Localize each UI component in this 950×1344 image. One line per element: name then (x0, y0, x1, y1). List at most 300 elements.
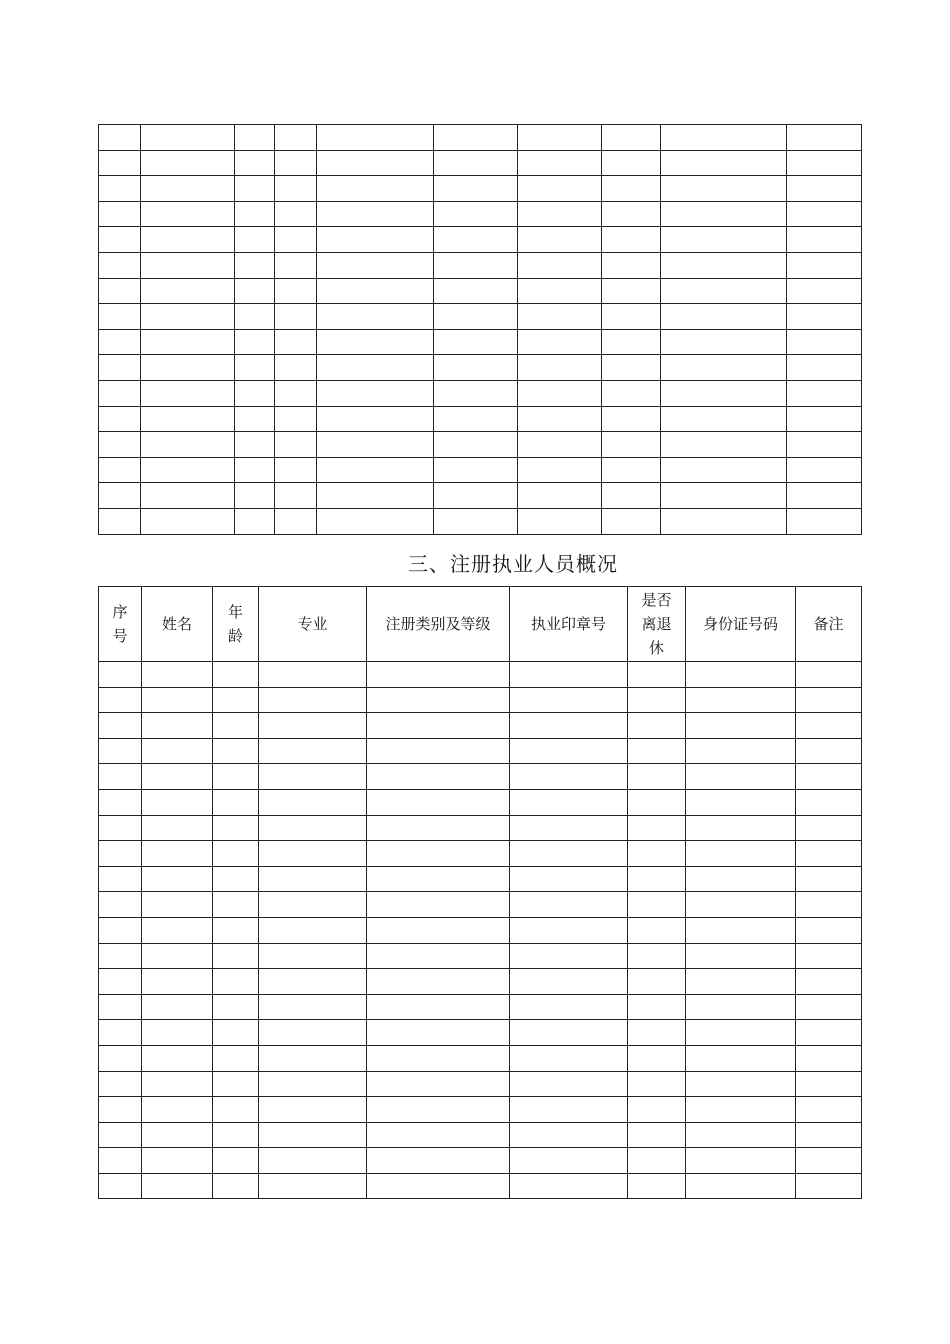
table-cell[interactable] (317, 304, 434, 330)
table-cell[interactable] (518, 355, 602, 381)
table-cell[interactable] (510, 789, 628, 815)
table-cell[interactable] (213, 1173, 259, 1199)
table-cell[interactable] (796, 815, 862, 841)
table-cell[interactable] (661, 278, 787, 304)
table-cell[interactable] (317, 252, 434, 278)
table-cell[interactable] (317, 508, 434, 534)
table-cell[interactable] (141, 176, 235, 202)
table-cell[interactable] (602, 355, 661, 381)
table-cell[interactable] (510, 866, 628, 892)
table-cell[interactable] (275, 278, 317, 304)
table-cell[interactable] (142, 841, 213, 867)
table-cell[interactable] (602, 457, 661, 483)
table-cell[interactable] (510, 662, 628, 688)
table-cell[interactable] (259, 1148, 367, 1174)
table-cell[interactable] (602, 252, 661, 278)
table-cell[interactable] (259, 662, 367, 688)
table-cell[interactable] (259, 969, 367, 995)
table-cell[interactable] (628, 943, 686, 969)
table-cell[interactable] (235, 329, 275, 355)
table-cell[interactable] (367, 969, 510, 995)
table-cell[interactable] (787, 227, 862, 253)
table-cell[interactable] (317, 201, 434, 227)
table-cell[interactable] (686, 687, 796, 713)
table-cell[interactable] (518, 176, 602, 202)
table-cell[interactable] (142, 1097, 213, 1123)
table-cell[interactable] (142, 789, 213, 815)
table-cell[interactable] (99, 304, 141, 330)
table-cell[interactable] (628, 815, 686, 841)
table-cell[interactable] (602, 176, 661, 202)
table-cell[interactable] (213, 892, 259, 918)
table-cell[interactable] (142, 687, 213, 713)
table-cell[interactable] (628, 1045, 686, 1071)
table-cell[interactable] (602, 150, 661, 176)
table-cell[interactable] (518, 483, 602, 509)
table-cell[interactable] (99, 841, 142, 867)
table-cell[interactable] (787, 355, 862, 381)
table-cell[interactable] (661, 150, 787, 176)
table-cell[interactable] (142, 764, 213, 790)
table-cell[interactable] (99, 687, 142, 713)
table-cell[interactable] (787, 457, 862, 483)
table-cell[interactable] (686, 1148, 796, 1174)
table-cell[interactable] (686, 713, 796, 739)
table-cell[interactable] (367, 1071, 510, 1097)
table-cell[interactable] (99, 969, 142, 995)
table-cell[interactable] (259, 1097, 367, 1123)
table-cell[interactable] (628, 662, 686, 688)
table-cell[interactable] (510, 1045, 628, 1071)
table-cell[interactable] (796, 866, 862, 892)
table-cell[interactable] (235, 355, 275, 381)
table-cell[interactable] (434, 329, 518, 355)
table-cell[interactable] (434, 227, 518, 253)
table-cell[interactable] (787, 252, 862, 278)
table-cell[interactable] (142, 969, 213, 995)
table-cell[interactable] (367, 1173, 510, 1199)
table-cell[interactable] (367, 943, 510, 969)
table-cell[interactable] (259, 841, 367, 867)
table-cell[interactable] (787, 406, 862, 432)
table-cell[interactable] (367, 917, 510, 943)
table-cell[interactable] (628, 917, 686, 943)
table-cell[interactable] (99, 815, 142, 841)
table-cell[interactable] (661, 125, 787, 151)
table-cell[interactable] (510, 892, 628, 918)
table-cell[interactable] (518, 278, 602, 304)
table-cell[interactable] (213, 662, 259, 688)
table-cell[interactable] (434, 176, 518, 202)
table-cell[interactable] (259, 943, 367, 969)
table-cell[interactable] (213, 994, 259, 1020)
table-cell[interactable] (787, 380, 862, 406)
table-cell[interactable] (275, 355, 317, 381)
table-cell[interactable] (259, 687, 367, 713)
table-cell[interactable] (142, 662, 213, 688)
table-cell[interactable] (602, 329, 661, 355)
table-cell[interactable] (367, 1122, 510, 1148)
table-cell[interactable] (796, 841, 862, 867)
table-cell[interactable] (99, 917, 142, 943)
table-cell[interactable] (275, 252, 317, 278)
table-cell[interactable] (796, 789, 862, 815)
table-cell[interactable] (686, 1122, 796, 1148)
table-cell[interactable] (518, 304, 602, 330)
table-cell[interactable] (141, 355, 235, 381)
table-cell[interactable] (141, 406, 235, 432)
table-cell[interactable] (142, 713, 213, 739)
table-cell[interactable] (518, 380, 602, 406)
table-cell[interactable] (275, 227, 317, 253)
table-cell[interactable] (661, 201, 787, 227)
table-cell[interactable] (99, 866, 142, 892)
table-cell[interactable] (434, 406, 518, 432)
table-cell[interactable] (235, 406, 275, 432)
table-cell[interactable] (602, 227, 661, 253)
table-cell[interactable] (275, 125, 317, 151)
table-cell[interactable] (235, 150, 275, 176)
table-cell[interactable] (99, 150, 141, 176)
table-cell[interactable] (661, 380, 787, 406)
table-cell[interactable] (99, 1097, 142, 1123)
table-cell[interactable] (518, 329, 602, 355)
table-cell[interactable] (367, 1045, 510, 1071)
table-cell[interactable] (142, 866, 213, 892)
table-cell[interactable] (796, 1097, 862, 1123)
table-cell[interactable] (259, 1122, 367, 1148)
table-cell[interactable] (518, 201, 602, 227)
table-cell[interactable] (275, 380, 317, 406)
table-cell[interactable] (99, 125, 141, 151)
table-cell[interactable] (259, 1020, 367, 1046)
table-cell[interactable] (628, 1071, 686, 1097)
table-cell[interactable] (628, 1148, 686, 1174)
table-cell[interactable] (628, 1122, 686, 1148)
table-cell[interactable] (259, 1071, 367, 1097)
table-cell[interactable] (259, 917, 367, 943)
table-cell[interactable] (213, 815, 259, 841)
table-cell[interactable] (259, 738, 367, 764)
table-cell[interactable] (628, 687, 686, 713)
table-cell[interactable] (367, 994, 510, 1020)
table-cell[interactable] (686, 662, 796, 688)
table-cell[interactable] (686, 994, 796, 1020)
table-cell[interactable] (235, 227, 275, 253)
table-cell[interactable] (213, 866, 259, 892)
table-cell[interactable] (787, 483, 862, 509)
table-cell[interactable] (259, 764, 367, 790)
table-cell[interactable] (275, 432, 317, 458)
table-cell[interactable] (99, 1122, 142, 1148)
table-cell[interactable] (99, 943, 142, 969)
table-cell[interactable] (796, 1045, 862, 1071)
table-cell[interactable] (235, 278, 275, 304)
table-cell[interactable] (628, 1020, 686, 1046)
table-cell[interactable] (686, 1020, 796, 1046)
table-cell[interactable] (317, 329, 434, 355)
table-cell[interactable] (235, 201, 275, 227)
table-cell[interactable] (628, 994, 686, 1020)
table-cell[interactable] (796, 1148, 862, 1174)
table-cell[interactable] (434, 355, 518, 381)
table-cell[interactable] (686, 815, 796, 841)
table-cell[interactable] (628, 764, 686, 790)
table-cell[interactable] (787, 201, 862, 227)
table-cell[interactable] (141, 508, 235, 534)
table-cell[interactable] (510, 1122, 628, 1148)
table-cell[interactable] (259, 994, 367, 1020)
table-cell[interactable] (141, 150, 235, 176)
table-cell[interactable] (275, 176, 317, 202)
table-cell[interactable] (796, 994, 862, 1020)
table-cell[interactable] (99, 329, 141, 355)
table-cell[interactable] (796, 1020, 862, 1046)
table-cell[interactable] (367, 1097, 510, 1123)
table-cell[interactable] (628, 738, 686, 764)
table-cell[interactable] (141, 380, 235, 406)
table-cell[interactable] (686, 841, 796, 867)
table-cell[interactable] (367, 687, 510, 713)
table-cell[interactable] (686, 789, 796, 815)
table-cell[interactable] (686, 892, 796, 918)
table-cell[interactable] (275, 304, 317, 330)
table-cell[interactable] (275, 508, 317, 534)
table-cell[interactable] (235, 457, 275, 483)
table-cell[interactable] (367, 1148, 510, 1174)
table-cell[interactable] (99, 1045, 142, 1071)
table-cell[interactable] (142, 1020, 213, 1046)
table-cell[interactable] (99, 483, 141, 509)
table-cell[interactable] (518, 432, 602, 458)
table-cell[interactable] (99, 1173, 142, 1199)
table-cell[interactable] (602, 380, 661, 406)
table-cell[interactable] (141, 457, 235, 483)
table-cell[interactable] (434, 304, 518, 330)
table-cell[interactable] (235, 380, 275, 406)
table-cell[interactable] (235, 508, 275, 534)
table-cell[interactable] (796, 1122, 862, 1148)
table-cell[interactable] (434, 125, 518, 151)
table-cell[interactable] (317, 125, 434, 151)
table-cell[interactable] (99, 227, 141, 253)
table-cell[interactable] (510, 917, 628, 943)
table-cell[interactable] (141, 432, 235, 458)
table-cell[interactable] (99, 738, 142, 764)
table-cell[interactable] (367, 892, 510, 918)
table-cell[interactable] (661, 252, 787, 278)
table-cell[interactable] (518, 457, 602, 483)
table-cell[interactable] (259, 815, 367, 841)
table-cell[interactable] (686, 1173, 796, 1199)
table-cell[interactable] (99, 662, 142, 688)
table-cell[interactable] (99, 1020, 142, 1046)
table-cell[interactable] (367, 713, 510, 739)
table-cell[interactable] (142, 917, 213, 943)
table-cell[interactable] (661, 432, 787, 458)
table-cell[interactable] (275, 406, 317, 432)
table-cell[interactable] (142, 815, 213, 841)
table-cell[interactable] (142, 1122, 213, 1148)
table-cell[interactable] (275, 457, 317, 483)
table-cell[interactable] (602, 508, 661, 534)
table-cell[interactable] (213, 764, 259, 790)
table-cell[interactable] (317, 380, 434, 406)
table-cell[interactable] (213, 969, 259, 995)
table-cell[interactable] (686, 917, 796, 943)
table-cell[interactable] (99, 764, 142, 790)
table-cell[interactable] (434, 201, 518, 227)
table-cell[interactable] (510, 713, 628, 739)
table-cell[interactable] (142, 1173, 213, 1199)
table-cell[interactable] (317, 150, 434, 176)
table-cell[interactable] (235, 432, 275, 458)
table-cell[interactable] (661, 457, 787, 483)
table-cell[interactable] (213, 917, 259, 943)
table-cell[interactable] (367, 1020, 510, 1046)
table-cell[interactable] (518, 227, 602, 253)
table-cell[interactable] (602, 201, 661, 227)
table-cell[interactable] (787, 329, 862, 355)
table-cell[interactable] (99, 355, 141, 381)
table-cell[interactable] (602, 304, 661, 330)
table-cell[interactable] (796, 943, 862, 969)
table-cell[interactable] (99, 713, 142, 739)
table-cell[interactable] (796, 892, 862, 918)
table-cell[interactable] (628, 841, 686, 867)
table-cell[interactable] (99, 252, 141, 278)
table-cell[interactable] (213, 687, 259, 713)
table-cell[interactable] (661, 508, 787, 534)
table-cell[interactable] (317, 406, 434, 432)
table-cell[interactable] (213, 841, 259, 867)
table-cell[interactable] (628, 1173, 686, 1199)
table-cell[interactable] (142, 1148, 213, 1174)
table-cell[interactable] (141, 304, 235, 330)
table-cell[interactable] (142, 1071, 213, 1097)
table-cell[interactable] (787, 150, 862, 176)
table-cell[interactable] (787, 176, 862, 202)
table-cell[interactable] (99, 201, 141, 227)
table-cell[interactable] (628, 892, 686, 918)
table-cell[interactable] (686, 764, 796, 790)
table-cell[interactable] (213, 1097, 259, 1123)
table-cell[interactable] (213, 1122, 259, 1148)
table-cell[interactable] (510, 815, 628, 841)
table-cell[interactable] (510, 687, 628, 713)
table-cell[interactable] (141, 252, 235, 278)
table-cell[interactable] (141, 278, 235, 304)
table-cell[interactable] (510, 969, 628, 995)
table-cell[interactable] (99, 508, 141, 534)
table-cell[interactable] (367, 764, 510, 790)
table-cell[interactable] (317, 278, 434, 304)
table-cell[interactable] (317, 457, 434, 483)
table-cell[interactable] (686, 1045, 796, 1071)
table-cell[interactable] (99, 994, 142, 1020)
table-cell[interactable] (787, 508, 862, 534)
table-cell[interactable] (796, 917, 862, 943)
table-cell[interactable] (235, 483, 275, 509)
table-cell[interactable] (628, 789, 686, 815)
table-cell[interactable] (686, 1097, 796, 1123)
table-cell[interactable] (787, 432, 862, 458)
table-cell[interactable] (510, 1071, 628, 1097)
table-cell[interactable] (602, 432, 661, 458)
table-cell[interactable] (99, 380, 141, 406)
table-cell[interactable] (141, 201, 235, 227)
table-cell[interactable] (510, 738, 628, 764)
table-cell[interactable] (661, 406, 787, 432)
table-cell[interactable] (317, 483, 434, 509)
table-cell[interactable] (661, 227, 787, 253)
table-cell[interactable] (510, 841, 628, 867)
table-cell[interactable] (796, 713, 862, 739)
table-cell[interactable] (142, 738, 213, 764)
table-cell[interactable] (99, 278, 141, 304)
table-cell[interactable] (317, 227, 434, 253)
table-cell[interactable] (141, 125, 235, 151)
table-cell[interactable] (796, 687, 862, 713)
table-cell[interactable] (661, 304, 787, 330)
table-cell[interactable] (141, 329, 235, 355)
table-cell[interactable] (99, 406, 141, 432)
table-cell[interactable] (275, 329, 317, 355)
table-cell[interactable] (235, 125, 275, 151)
table-cell[interactable] (686, 943, 796, 969)
table-cell[interactable] (99, 1071, 142, 1097)
table-cell[interactable] (275, 150, 317, 176)
table-cell[interactable] (367, 815, 510, 841)
table-cell[interactable] (317, 432, 434, 458)
table-cell[interactable] (510, 1097, 628, 1123)
table-cell[interactable] (235, 176, 275, 202)
table-cell[interactable] (434, 432, 518, 458)
table-cell[interactable] (518, 252, 602, 278)
table-cell[interactable] (434, 252, 518, 278)
table-cell[interactable] (796, 738, 862, 764)
table-cell[interactable] (510, 1020, 628, 1046)
table-cell[interactable] (686, 738, 796, 764)
table-cell[interactable] (259, 789, 367, 815)
table-cell[interactable] (602, 406, 661, 432)
table-cell[interactable] (141, 483, 235, 509)
table-cell[interactable] (142, 892, 213, 918)
table-cell[interactable] (787, 278, 862, 304)
table-cell[interactable] (367, 841, 510, 867)
table-cell[interactable] (434, 457, 518, 483)
table-cell[interactable] (141, 227, 235, 253)
table-cell[interactable] (434, 508, 518, 534)
table-cell[interactable] (235, 252, 275, 278)
table-cell[interactable] (796, 764, 862, 790)
table-cell[interactable] (142, 943, 213, 969)
table-cell[interactable] (686, 866, 796, 892)
table-cell[interactable] (796, 1071, 862, 1097)
table-cell[interactable] (602, 125, 661, 151)
table-cell[interactable] (628, 713, 686, 739)
table-cell[interactable] (213, 1020, 259, 1046)
table-cell[interactable] (434, 150, 518, 176)
table-cell[interactable] (510, 1173, 628, 1199)
table-cell[interactable] (796, 662, 862, 688)
table-cell[interactable] (686, 1071, 796, 1097)
table-cell[interactable] (213, 713, 259, 739)
table-cell[interactable] (275, 201, 317, 227)
table-cell[interactable] (99, 1148, 142, 1174)
table-cell[interactable] (510, 1148, 628, 1174)
table-cell[interactable] (367, 789, 510, 815)
